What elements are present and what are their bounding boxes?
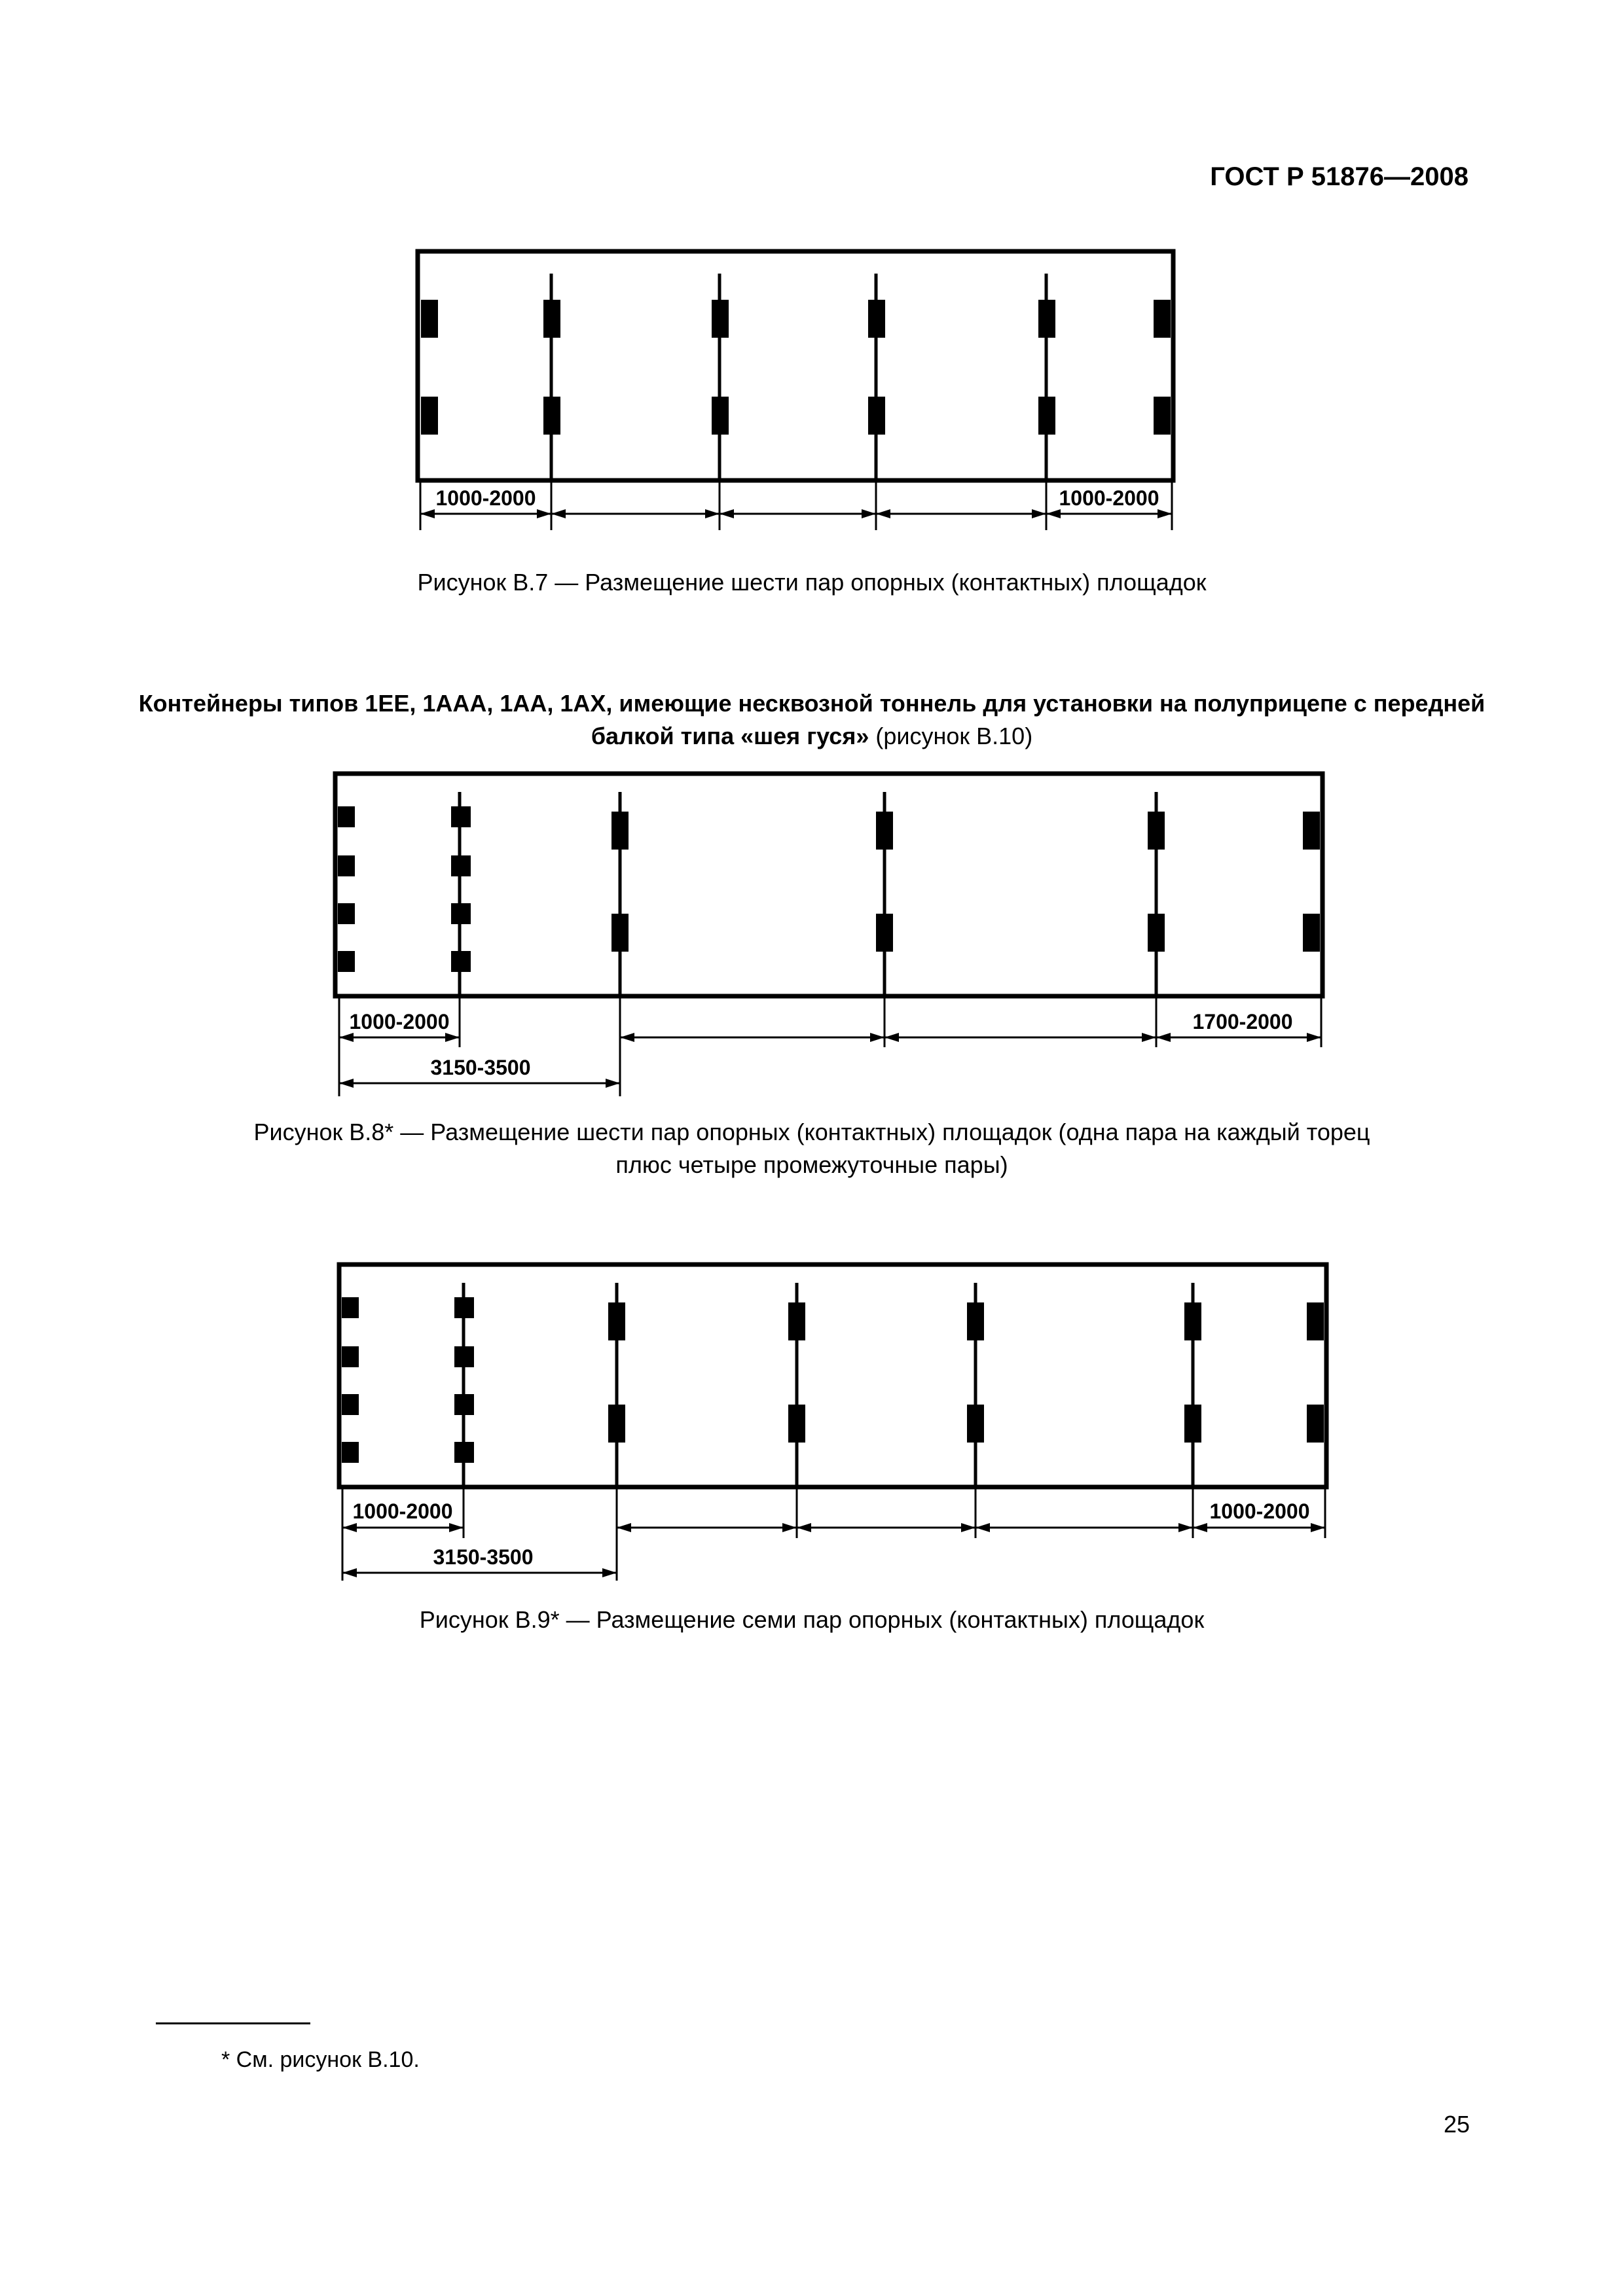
figure-b8-caption	[98, 1116, 1525, 1181]
figure-b9	[0, 1250, 1623, 1590]
b7-dim-right: 1000-2000	[1059, 486, 1159, 510]
section-heading-bold: Контейнеры типов 1ЕЕ, 1ААА, 1АА, 1АХ, имеющие несквозной тоннель для установки на полуприцепе с передней балкой типа «шея гуся»	[138, 690, 1486, 749]
b8-dim-second: 3150-3500	[430, 1056, 531, 1079]
figure-b8-caption-line2: плюс четыре промежуточные пары)	[615, 1151, 1008, 1178]
figure-b7-drawing	[0, 242, 1623, 543]
document-header: ГОСТ Р 51876—2008	[1210, 162, 1468, 191]
footnote-rule	[156, 2022, 310, 2024]
b8-dim-left: 1000-2000	[349, 1010, 450, 1033]
b9-dim-right: 1000-2000	[1209, 1499, 1310, 1523]
figure-b7-caption: Рисунок В.7 — Размещение шести пар опорных (контактных) площадок	[417, 569, 1207, 596]
section-heading	[98, 687, 1525, 753]
b8-dim-right: 1700-2000	[1192, 1010, 1293, 1033]
page-number: 25	[1443, 2111, 1470, 2138]
footnote: * См. рисунок В.10.	[221, 2047, 420, 2072]
figure-b8-caption-line1: Рисунок В.8* — Размещение шести пар опорных (контактных) площадок (одна пара на каждый торец	[253, 1119, 1370, 1145]
section-heading-ref: (рисунок В.10)	[869, 723, 1033, 749]
figure-b7	[0, 242, 1623, 543]
figure-b8	[0, 759, 1623, 1100]
figure-b9-caption: Рисунок В.9* — Размещение семи пар опорных (контактных) площадок	[419, 1606, 1205, 1633]
b9-dim-second: 3150-3500	[433, 1545, 534, 1569]
b7-dim-left: 1000-2000	[435, 486, 536, 510]
figure-b8-drawing	[0, 759, 1623, 1100]
b9-dim-left: 1000-2000	[352, 1499, 453, 1523]
figure-b9-drawing	[0, 1250, 1623, 1590]
